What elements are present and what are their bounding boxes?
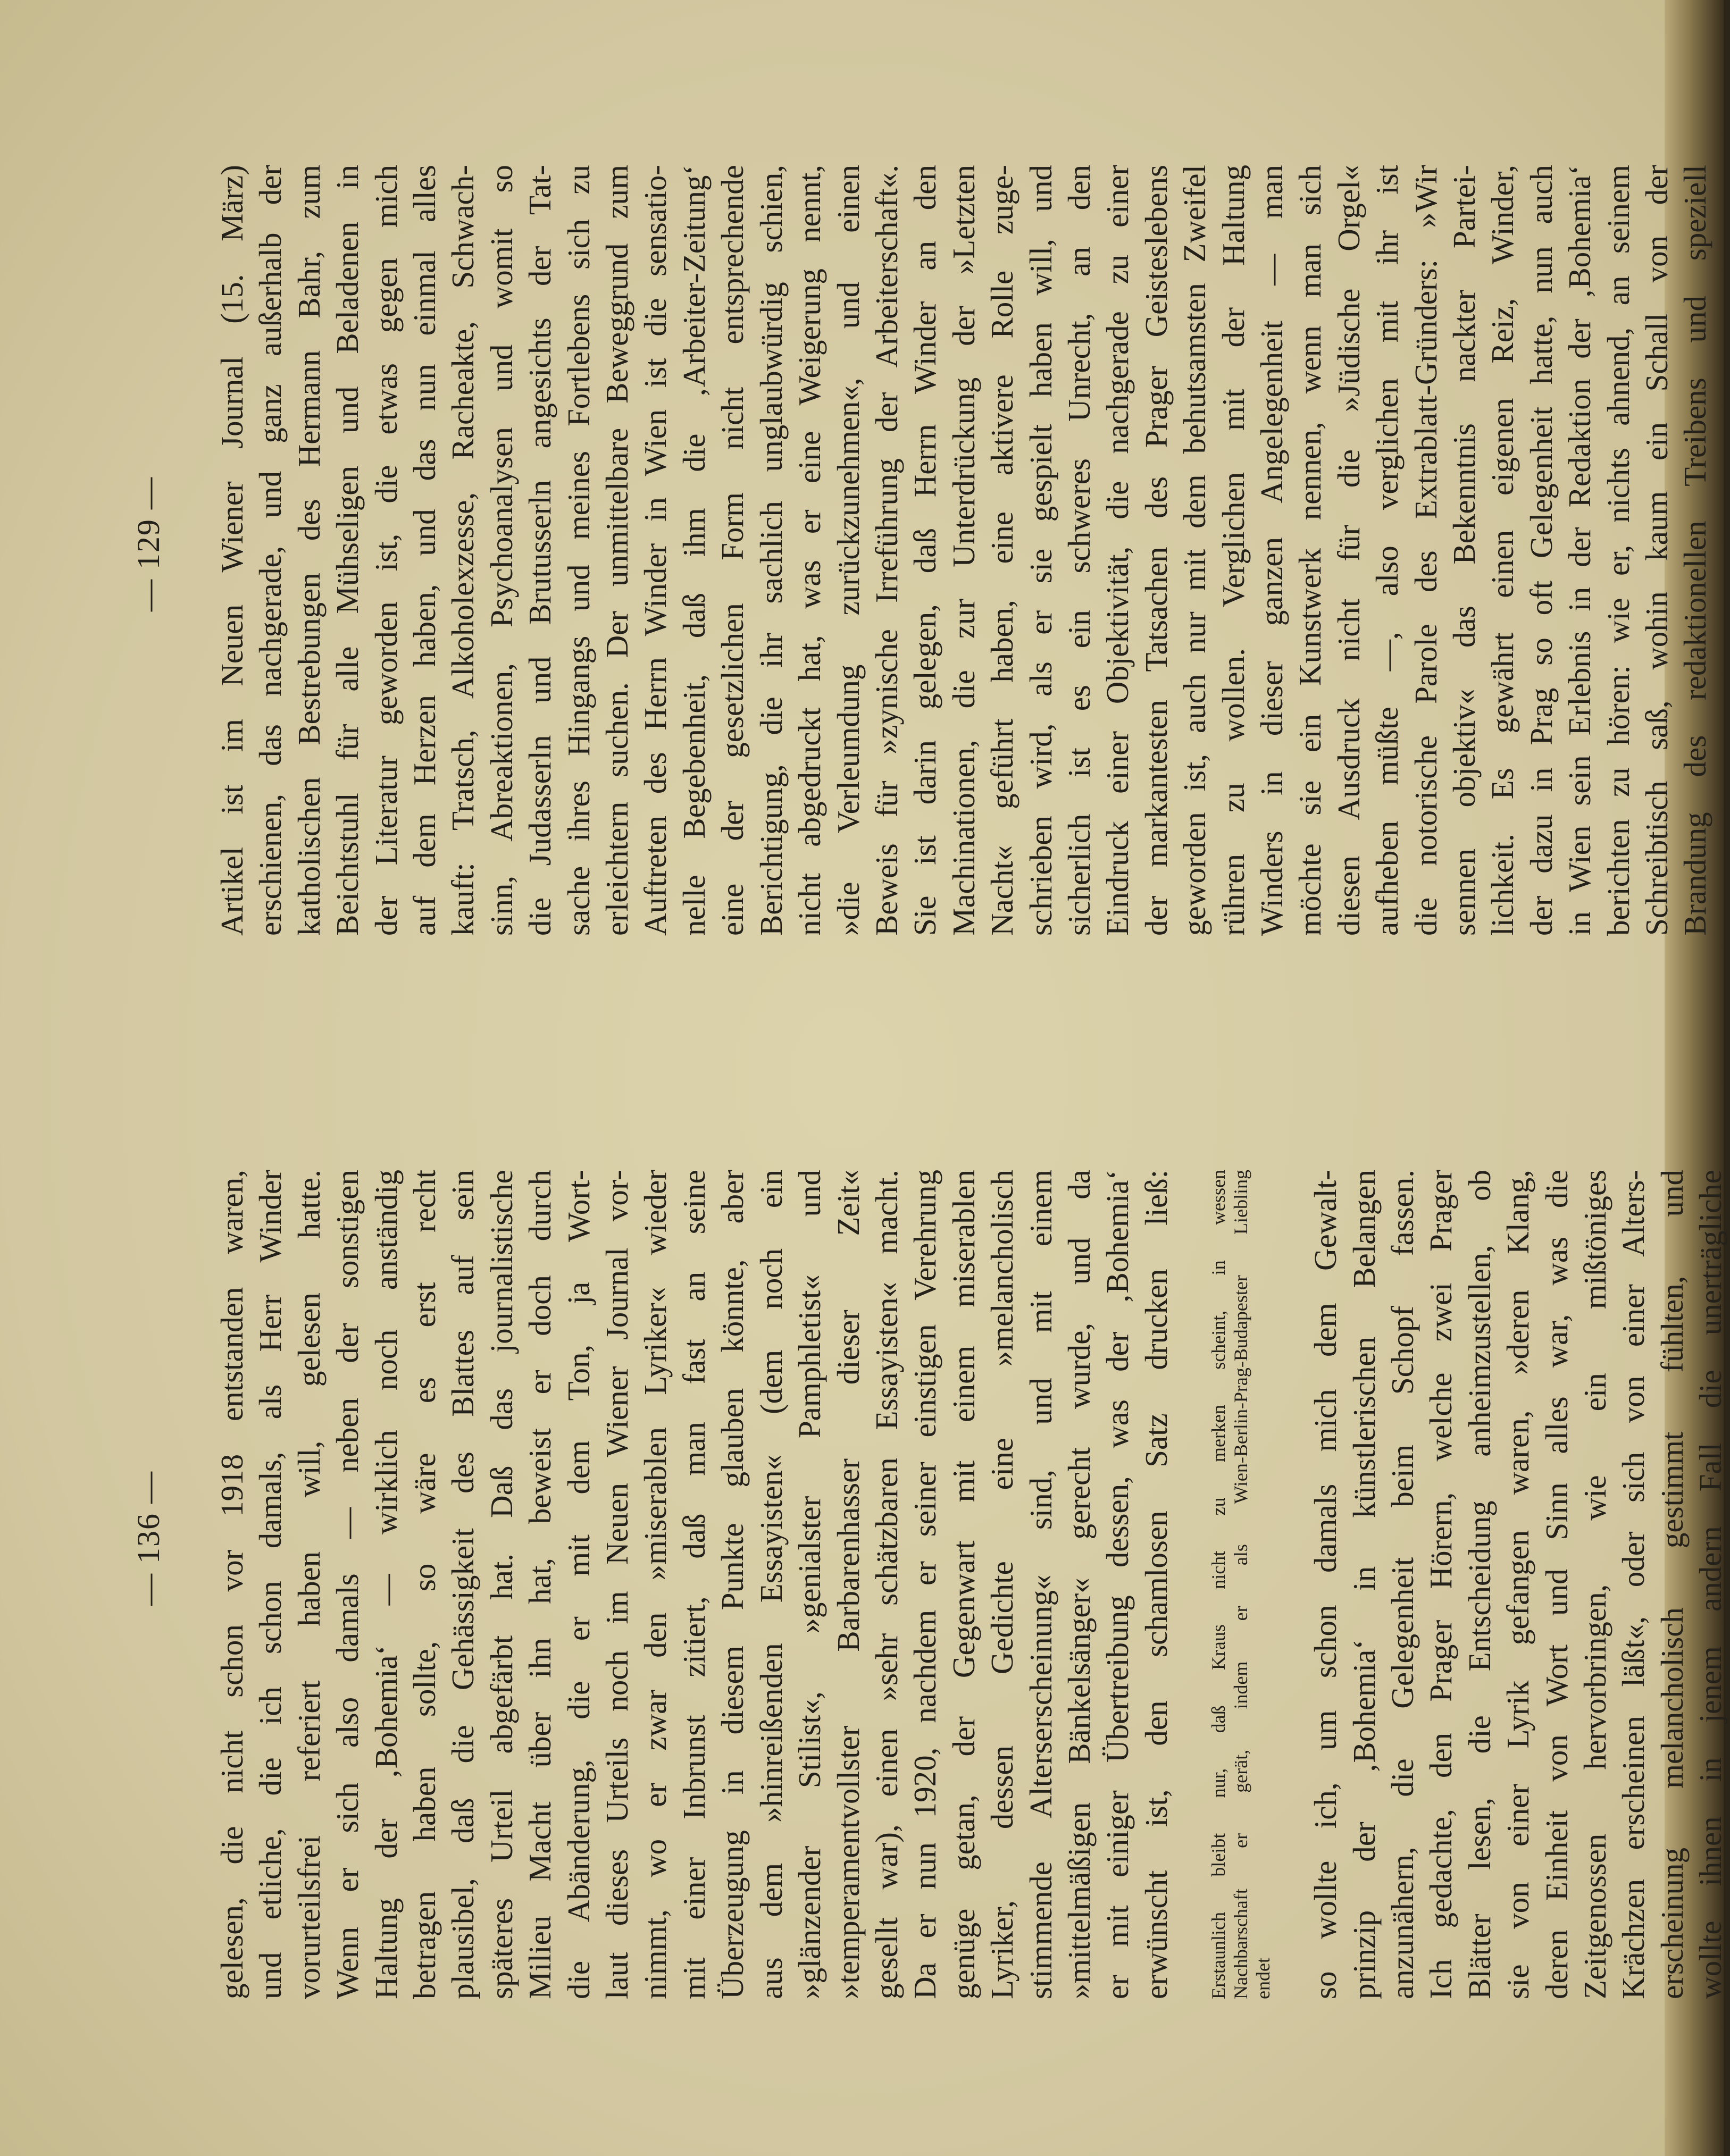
text-line: Milieu Macht über ihn hat, beweist er doch durch: [522, 1170, 558, 1999]
text-line: in Wien sein Erlebnis in der Redaktion der ‚Bohemia‘: [1562, 165, 1598, 936]
text-line: katholischen Bestrebungen des Hermann Bahr, zum: [291, 165, 327, 936]
text-line: der markantesten Tatsachen des Prager Geisteslebens: [1138, 165, 1174, 936]
text-line: »temperamentvollster Barbarenhasser dieser Zeit«: [830, 1170, 866, 1999]
footnote-line: Erstaunlich bleibt nur, daß Kraus nicht zu merken scheint, in wessen: [1208, 1170, 1230, 1999]
page-136-lines-after: [1306, 1170, 1729, 1999]
text-line: erscheinung melancholisch gestimmt fühlten, und: [1654, 1170, 1690, 1999]
text-line: genüge getan, der Gegenwart mit einem miserablen: [946, 1170, 981, 1999]
text-line: deren Einheit von Wort und Sinn alles war, was die: [1539, 1170, 1574, 1999]
text-line: Brandung des redaktionellen Treibens und speziell: [1677, 165, 1713, 936]
page-136-lines-before: [213, 1170, 1175, 1999]
page-129-lines: [213, 165, 1715, 936]
text-line: »mittelmäßigen Bänkelsänger« gerecht wurde, und da: [1061, 1170, 1097, 1999]
text-line: sache ihres Hingangs und meines Fortlebens sich zu: [561, 165, 596, 936]
text-line: Überzeugung in diesem Punkte glauben könnte, aber: [715, 1170, 750, 1999]
text-line: sie von einer Lyrik gefangen waren, »deren Klang,: [1500, 1170, 1536, 1999]
text-line: nimmt, wo er zwar den »miserablen Lyriker« wieder: [638, 1170, 673, 1999]
text-line: sicherlich ist es ein schweres Unrecht, an den: [1061, 165, 1097, 936]
page-129-text: [213, 165, 1715, 936]
text-line: betragen haben sollte, so wäre es erst recht: [407, 1170, 442, 1999]
text-line: die notorische Parole des Extrablatt-Gründers: »Wir: [1408, 165, 1443, 936]
text-line: Beweis für »zynische Irreführung der Arbeiterschaft«.: [868, 165, 904, 936]
text-line: Blätter lesen, die Entscheidung anheimzustellen, ob: [1461, 1170, 1497, 1999]
text-line: Haltung der ‚Bohemia‘ — wirklich noch anständig: [368, 1170, 404, 1999]
text-line: die Judasserln und Brutusserln angesichts der Tat-: [522, 165, 558, 936]
text-line: Da er nun 1920, nachdem er seiner einstigen Verehrung: [907, 1170, 943, 1999]
text-line: geworden ist, auch nur mit dem behutsamsten Zweifel: [1177, 165, 1213, 936]
text-line: er mit einiger Übertreibung dessen, was der ‚Bohemia‘: [1100, 1170, 1135, 1999]
text-line: stimmende Alterserscheinung« sind, und mit einem: [1023, 1170, 1058, 1999]
text-line: »die Verleumdung zurückzunehmen«, und einen: [830, 165, 866, 936]
text-line: Winders in dieser ganzen Angelegenheit — man: [1253, 165, 1289, 936]
text-line: die Abänderung, die er mit dem Ton, ja Wort-: [561, 1170, 596, 1999]
text-line: plausibel, daß die Gehässigkeit des Blattes auf sein: [445, 1170, 481, 1999]
text-line: Nacht« geführt haben, eine aktivere Rolle zuge-: [984, 165, 1020, 936]
text-line: Sie ist darin gelegen, daß Herrn Winder an den: [907, 165, 943, 936]
text-line: lichkeit. Es gewährt einen eigenen Reiz, Winder,: [1485, 165, 1520, 936]
text-line: so wollte ich, um schon damals mich dem Gewalt-: [1308, 1170, 1343, 1999]
text-line: sennen objektiv« das Bekenntnis nackter Partei-: [1447, 165, 1482, 936]
text-line: möchte sie ein Kunstwerk nennen, wenn man sich: [1292, 165, 1328, 936]
text-line: der Literatur geworden ist, die etwas gegen mich: [368, 165, 404, 936]
text-line: prinzip der ‚Bohemia‘ in künstlerischen Belangen: [1346, 1170, 1382, 1999]
page-number-129: — 129 —: [131, 476, 166, 611]
text-line: eine der gesetzlichen Form nicht entsprechende: [715, 165, 750, 936]
text-line: und etliche, die ich schon damals, als Herr Winder: [253, 1170, 288, 1999]
text-line: diesen Ausdruck nicht für die »Jüdische Orgel«: [1331, 165, 1366, 936]
text-line: anzunähern, die Gelegenheit beim Schopf fassen.: [1384, 1170, 1420, 1999]
text-line: nicht abgedruckt hat, was er eine Weigerung nennt,: [792, 165, 828, 936]
text-line: aus dem »hinreißenden Essayisten« (dem noch ein: [753, 1170, 789, 1999]
text-line: auf dem Herzen haben, und das nun einmal alles: [407, 165, 442, 936]
text-line: Berichtigung, die ihr sachlich unglaubwürdig schien,: [753, 165, 789, 936]
text-line: Auftreten des Herrn Winder in Wien ist die sensatio-: [638, 165, 673, 936]
text-line: aufheben müßte —, also verglichen mit ihr ist: [1369, 165, 1405, 936]
text-line: Ich gedachte, den Prager Hörern, welche zwei Prager: [1423, 1170, 1459, 1999]
footnote-line: Nachbarschaft er gerät, indem er als Wien-Berlin-Prag-Budapester Liebling: [1230, 1170, 1252, 1999]
text-line: erleichtern suchen. Der unmittelbare Beweggrund zum: [599, 165, 635, 936]
text-line: Artikel ist im Neuen Wiener Journal (15. März): [214, 165, 249, 936]
text-line: rühren zu wollen. Verglichen mit der Haltung: [1215, 165, 1251, 936]
text-line: Schreibtisch saß, wohin kaum ein Schall von der: [1639, 165, 1675, 936]
text-line: sinn, Abreaktionen, Psychoanalysen und womit so: [483, 165, 519, 936]
text-line: mit einer Inbrunst zitiert, daß man fast an seine: [676, 1170, 712, 1999]
text-line: gesellt war), einen »sehr schätzbaren Essayisten« macht.: [868, 1170, 904, 1999]
text-line: Krächzen erscheinen läßt«, oder sich von einer Alters-: [1616, 1170, 1651, 1999]
text-line: Beichtstuhl für alle Mühseligen und Beladenen in: [330, 165, 365, 936]
text-line: erschienen, das nachgerade, und ganz außerhalb der: [253, 165, 288, 936]
text-line: »glänzender Stilist«, »genialster Pamphletist« und: [792, 1170, 828, 1999]
text-line: erwünscht ist, den schamlosen Satz drucken ließ:: [1138, 1170, 1174, 1999]
text-line: laut dieses Urteils noch im Neuen Wiener Journal vor-: [599, 1170, 635, 1999]
text-line: vorurteilsfrei referiert haben will, gelesen hatte.: [291, 1170, 327, 1999]
text-line: Lyriker, dessen Gedichte eine »melancholisch: [984, 1170, 1020, 1999]
text-line: nelle Begebenheit, daß ihm die ‚Arbeiter-Zeitung‘: [676, 165, 712, 936]
page-136-text: [213, 1170, 1730, 1999]
text-line: der dazu in Prag so oft Gelegenheit hatte, nun auch: [1523, 165, 1559, 936]
text-line: späteres Urteil abgefärbt hat. Daß das journalistische: [483, 1170, 519, 1999]
footnote-line: endet: [1252, 1958, 1274, 1999]
text-line: Wenn er sich also damals — neben der sonstigen: [330, 1170, 365, 1999]
text-line: Zeitgenossen hervorbringen, wie ein mißtöniges: [1577, 1170, 1612, 1999]
text-line: Eindruck einer Objektivität, die nachgerade zu einer: [1100, 165, 1135, 936]
text-line: schrieben wird, als er sie gespielt haben will, und: [1023, 165, 1058, 936]
page-number-136: — 136 —: [131, 1471, 166, 1606]
text-line: kauft: Tratsch, Alkoholexzesse, Racheakte, Schwach-: [445, 165, 481, 936]
text-line: gelesen, die nicht schon vor 1918 entstanden waren,: [214, 1170, 249, 1999]
text-line: berichten zu hören: wie er, nichts ahnend, an seinem: [1600, 165, 1636, 936]
text-line: Machinationen, die zur Unterdrückung der »Letzten: [946, 165, 981, 936]
text-line: wollte ihnen in jenem andern Fall die unerträgliche: [1693, 1170, 1728, 1999]
page-136-footnote: [1207, 1170, 1274, 1999]
